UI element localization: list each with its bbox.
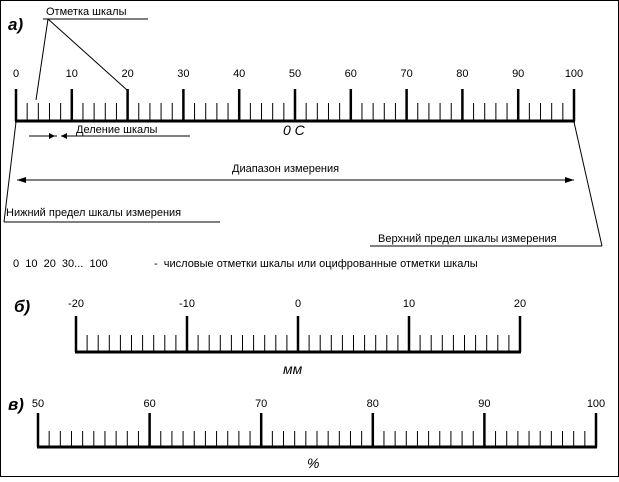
panel-c-tick-label: 80 <box>366 398 379 410</box>
panel-a-tick-label: 60 <box>344 68 357 80</box>
scale-mark-leader-2 <box>48 19 127 90</box>
panel-a-tick-labels <box>13 68 583 80</box>
panel-b-tick-label: -20 <box>68 298 84 310</box>
panel-b <box>14 297 526 377</box>
panel-c-tick-labels <box>32 398 605 410</box>
range-arrow-left <box>17 177 26 183</box>
panel-a-scale <box>15 89 575 121</box>
panel-b-tick-labels <box>68 298 526 310</box>
panel-a-tick-label: 40 <box>233 68 246 80</box>
panel-b-tick-label: -10 <box>179 298 195 310</box>
panel-c-tick-label: 50 <box>31 398 45 410</box>
panel-a-tick-label: 20 <box>121 68 134 80</box>
panel-b-scale <box>75 316 521 352</box>
upper-limit-label: Верхний предел шкалы измерения <box>378 233 557 245</box>
panel-c-unit: % <box>307 455 320 471</box>
range-label: Диапазон измерения <box>232 163 340 175</box>
panel-a-tick-label: 50 <box>288 68 302 80</box>
scale-division-label: Деление шкалы <box>76 124 158 136</box>
lower-limit-label: Нижний предел шкалы измерения <box>6 207 182 219</box>
panel-c-tick-label: 90 <box>478 398 491 410</box>
panel-a-tick-label: 100 <box>564 68 584 80</box>
panel-c-section-label: в) <box>8 395 24 414</box>
panel-b-tick-label: 10 <box>402 298 416 310</box>
panel-a-tick-label: 30 <box>177 68 190 80</box>
panel-b-tick-label: 20 <box>513 298 527 310</box>
panel-c-tick-label: 70 <box>255 398 268 410</box>
panel-a-section-label: а) <box>8 15 24 34</box>
panel-c <box>8 395 605 471</box>
legend-numbers: 0 10 20 30... 100 <box>13 258 108 270</box>
panel-a-tick-label: 10 <box>65 68 78 80</box>
legend-text: - числовые отметки шкалы или оцифрованные отметки шкалы <box>154 258 478 270</box>
panel-a-tick-label: 80 <box>456 68 469 80</box>
range-arrow-right <box>565 177 574 183</box>
panel-b-tick-label: 0 <box>294 298 302 310</box>
scale-mark-leader-1 <box>36 19 48 100</box>
panel-c-tick-label: 100 <box>586 398 606 410</box>
scale-mark-label: Отметка шкалы <box>46 6 127 18</box>
panel-c-tick-label: 60 <box>143 398 156 410</box>
panel-a <box>4 6 602 270</box>
panel-a-unit: 0 С <box>283 122 305 138</box>
panel-a-tick-label: 90 <box>512 68 525 80</box>
panel-a-tick-label: 0 <box>12 68 20 80</box>
panel-a-tick-label: 70 <box>400 68 413 80</box>
upper-limit-leader <box>574 122 602 246</box>
division-arrow-left <box>49 133 55 139</box>
panel-b-unit: мм <box>283 361 303 377</box>
panel-b-section-label: б) <box>14 297 31 316</box>
panel-c-scale <box>37 413 597 447</box>
